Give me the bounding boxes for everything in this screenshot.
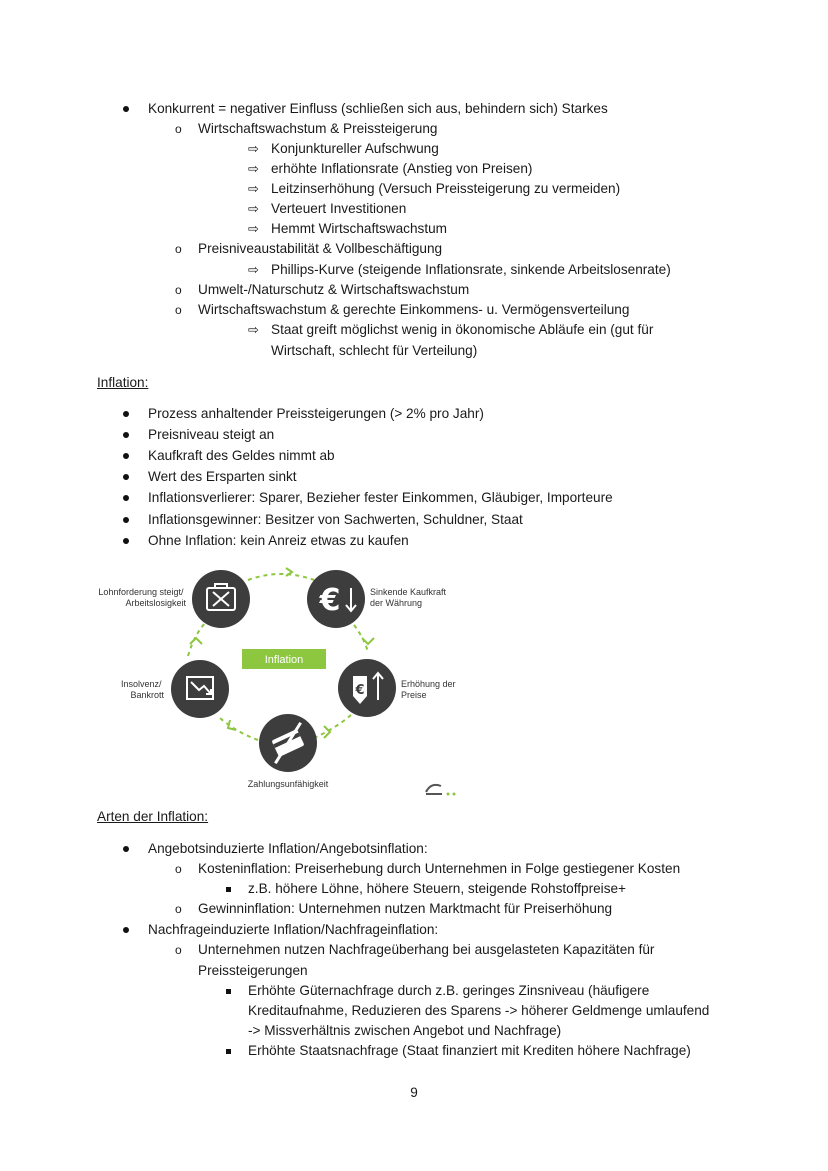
nachfrage-sub: Erhöhte Staatsnachfrage (Staat finanziert mit Krediten höhere Nachfrage) bbox=[248, 1043, 691, 1058]
bullet-dot bbox=[123, 846, 129, 852]
cycle-arc bbox=[354, 625, 368, 652]
bullet-dot bbox=[123, 106, 129, 112]
konkurrent-bullet: Konkurrent = negativer Einfluss (schließen sich aus, behindern sich) Starkes bbox=[148, 101, 608, 116]
chevron-up-icon bbox=[190, 638, 202, 644]
nachfrage-bullet: Nachfrageinduzierte Inflation/Nachfrageinflation: bbox=[148, 922, 439, 937]
kosteninflation-item: Kosteninflation: Preiserhebung durch Unternehmen in Folge gestiegener Kosten bbox=[198, 861, 681, 876]
arrow-right-icon: ⇨ bbox=[248, 181, 259, 196]
arrow-right-icon: ⇨ bbox=[248, 322, 259, 337]
sub-sub-item: Hemmt Wirtschaftswachstum bbox=[271, 221, 447, 236]
cycle-arc bbox=[248, 574, 314, 580]
circle-bullet: o bbox=[175, 303, 182, 317]
arrow-right-icon: ⇨ bbox=[248, 201, 259, 216]
cycle-arc bbox=[314, 715, 351, 738]
inflation-bullet: Preisniveau steigt an bbox=[148, 427, 275, 442]
kosteninflation-sub: z.B. höhere Löhne, höhere Steuern, steigende Rohstoffpreise+ bbox=[248, 881, 626, 896]
chevron-down-icon bbox=[362, 638, 374, 644]
bullet-dot bbox=[123, 432, 129, 438]
bullet-dot bbox=[123, 517, 129, 523]
inflation-bullet: Inflationsgewinner: Besitzer von Sachwerten, Schuldner, Staat bbox=[148, 512, 523, 527]
sub-sub-item: Leitzinserhöhung (Versuch Preissteigerung zu vermeiden) bbox=[271, 181, 621, 196]
angebot-bullet: Angebotsinduzierte Inflation/Angebotsinflation: bbox=[148, 841, 428, 856]
nachfrage-item: Unternehmen nutzen Nachfrageüberhang bei ausgelasteten Kapazitäten für bbox=[198, 942, 655, 957]
circle-bullet: o bbox=[175, 943, 182, 957]
circle-bullet: o bbox=[175, 902, 182, 916]
bullet-dot bbox=[123, 474, 129, 480]
sub-item: Preisniveaustabilität & Vollbeschäftigung bbox=[198, 241, 443, 256]
nachfrage-item-continued: Preissteigerungen bbox=[198, 963, 308, 978]
sub-sub-item: Staat greift möglichst wenig in ökonomische Abläufe ein (gut für bbox=[271, 322, 654, 337]
svg-text:€: € bbox=[319, 583, 341, 618]
circle-bullet: o bbox=[175, 283, 182, 297]
sub-item: Wirtschaftswachstum & Preissteigerung bbox=[198, 121, 438, 136]
bullet-dot bbox=[123, 453, 129, 459]
arten-heading: Arten der Inflation: bbox=[97, 809, 209, 824]
inflation-bullet: Inflationsverlierer: Sparer, Bezieher fester Einkommen, Gläubiger, Importeure bbox=[148, 490, 613, 505]
square-bullet bbox=[226, 1049, 231, 1054]
inflation-bullet: Kaufkraft des Geldes nimmt ab bbox=[148, 448, 335, 463]
sub-item: Umwelt-/Naturschutz & Wirtschaftswachstum bbox=[198, 282, 470, 297]
inflation-cycle-diagram bbox=[96, 560, 476, 798]
node-label: Lohnforderung steigt/ Arbeitslosigkeit bbox=[98, 587, 186, 608]
sub-sub-item-continued: Wirtschaft, schlecht für Verteilung) bbox=[271, 343, 478, 358]
node-label: Sinkende Kaufkraft der Währung bbox=[370, 587, 447, 608]
svg-text:€: € bbox=[355, 683, 365, 698]
nachfrage-sub-continued: -> Missverhältnis zwischen Angebot und Nachfrage) bbox=[248, 1023, 562, 1038]
inflation-bullet: Prozess anhaltender Preissteigerungen (> 2% pro Jahr) bbox=[148, 406, 484, 421]
page-number: 9 bbox=[410, 1085, 418, 1100]
logo-fragment bbox=[426, 785, 442, 794]
node-label: Zahlungsunfähigkeit bbox=[247, 779, 329, 789]
sub-sub-item: Phillips-Kurve (steigende Inflationsrate, sinkende Arbeitslosenrate) bbox=[271, 262, 671, 277]
circle-bullet: o bbox=[175, 862, 182, 876]
inflation-bullet: Wert des Ersparten sinkt bbox=[148, 469, 297, 484]
sub-sub-item: Konjunktureller Aufschwung bbox=[271, 141, 439, 156]
arrow-right-icon: ⇨ bbox=[248, 221, 259, 236]
nachfrage-sub: Erhöhte Güternachfrage durch z.B. geringes Zinsniveau (häufigere bbox=[248, 983, 650, 998]
sub-sub-item: erhöhte Inflationsrate (Anstieg von Preisen) bbox=[271, 161, 533, 176]
logo-fragment-dot bbox=[447, 793, 450, 796]
arrow-right-icon: ⇨ bbox=[248, 141, 259, 156]
node-label: Insolvenz/ Bankrott bbox=[120, 679, 164, 700]
arrow-right-icon: ⇨ bbox=[248, 262, 259, 277]
bullet-dot bbox=[123, 495, 129, 501]
chevron-left-icon bbox=[324, 726, 330, 738]
bullet-dot bbox=[123, 927, 129, 933]
square-bullet bbox=[226, 887, 231, 892]
logo-fragment-dot bbox=[453, 793, 456, 796]
bullet-dot bbox=[123, 538, 129, 544]
inflation-bullet: Ohne Inflation: kein Anreiz etwas zu kaufen bbox=[148, 533, 409, 548]
sub-item: Wirtschaftswachstum & gerechte Einkommens- u. Vermögensverteilung bbox=[198, 302, 630, 317]
node-label: Erhöhung der Preise bbox=[401, 679, 456, 700]
arrow-right-icon: ⇨ bbox=[248, 161, 259, 176]
bullet-dot bbox=[123, 411, 129, 417]
nachfrage-sub-continued: Kreditaufnahme, Reduzieren des Sparens -> höherer Geldmenge umlaufend bbox=[248, 1003, 710, 1018]
sub-sub-item: Verteuert Investitionen bbox=[271, 201, 407, 216]
circle-bullet: o bbox=[175, 242, 182, 256]
gewinninflation-item: Gewinninflation: Unternehmen nutzen Marktmacht für Preiserhöhung bbox=[198, 901, 613, 916]
circle-bullet: o bbox=[175, 122, 182, 136]
inflation-center-label: Inflation bbox=[264, 654, 304, 666]
square-bullet bbox=[226, 989, 231, 994]
cycle-arc bbox=[220, 718, 258, 740]
inflation-heading: Inflation: bbox=[97, 375, 149, 390]
